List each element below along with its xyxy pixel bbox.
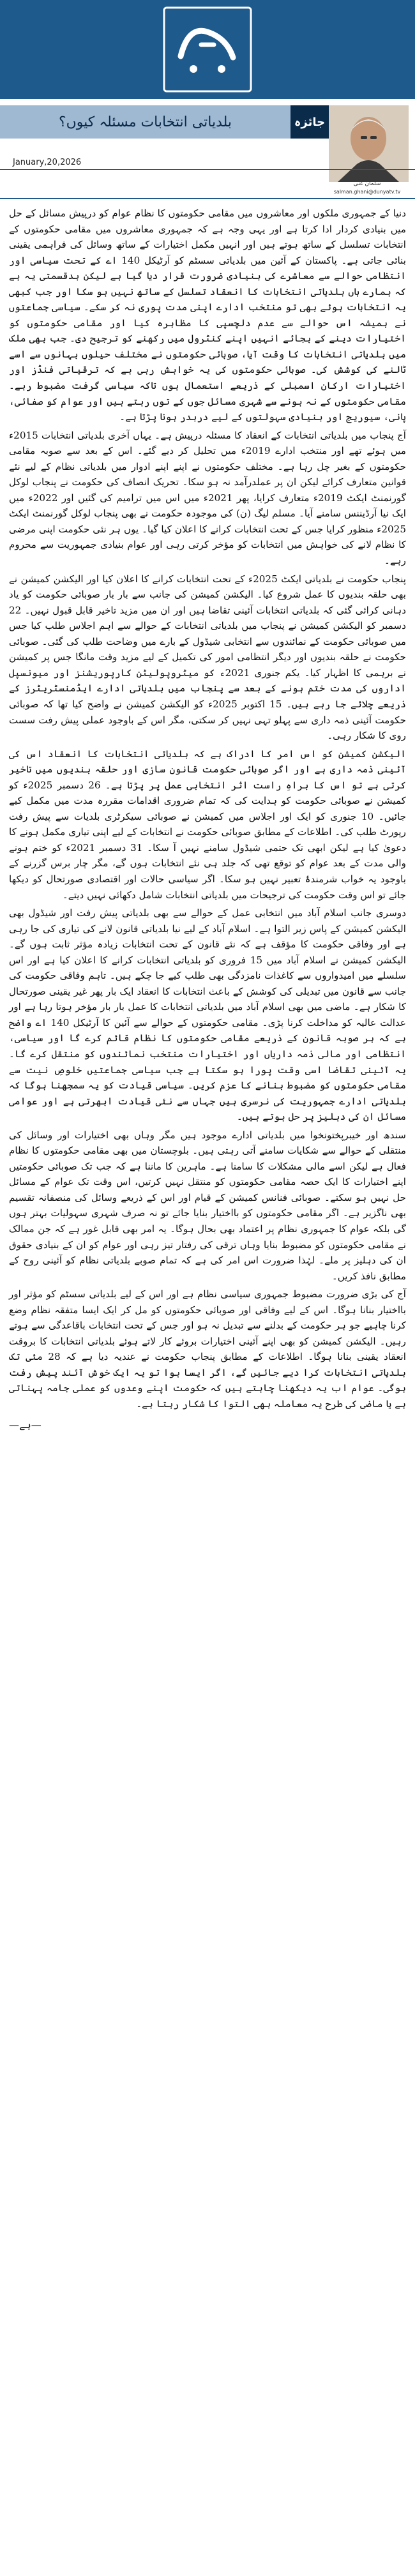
author-email[interactable]: salman.ghani@dunyatv.tv [333, 189, 401, 195]
paragraph: پنجاب حکومت نے بلدیاتی ایکٹ 2025ء کے تحت انتخابات کرانے کا اعلان کیا اور الیکشن کمیشن نے بھی حلقہ بندیوں کا عمل شروع کیا۔ الیکشن کمیشن کی جانب سے بار بار صوبائی حکومت کو یاد دہانی کرائی گئی کہ بلدیاتی انتخابات آئینی تقاضا ہیں اور ان میں مزید تاخیر قابل قبول نہیں۔ 22 دسمبر کو الیکشن کمیشن نے پنجاب میں بلدیاتی انتخابات کے حوالے سے اہم اجلاس طلب کیا جس میں صوبائی حکومت کے نمائندوں سے انتخابی شیڈول کے بارے میں وضاحت طلب کی گئی۔ صوبائی حکومت نے حلقہ بندیوں اور دیگر انتظامی امور کی تکمیل کے لیے مزید وقت مانگا جس پر کمیشن نے برہمی کا اظہار کیا۔ یکم جنوری 2021ء کو میٹروپولیٹن کارپوریشنز اور میونسپل اداروں کی مدت ختم ہونے کے بعد سے پنجاب میں بلدیاتی ادارے ایڈمنسٹریٹرز کے ذریعے چلائے جا رہے ہیں۔ 15 اکتوبر 2025ء کو الیکشن کمیشن نے واضح کیا تھا کہ صوبائی حکومت آئینی ذمہ داری سے پہلو تہی نہیں کر سکتی، مگر اس کے باوجود عملی پیش رفت سست روی کا شکار رہی۔ [9, 573, 407, 742]
masthead [0, 0, 415, 99]
author-signature: سلمان غنی [353, 181, 381, 187]
section-tag[interactable]: جائزہ [290, 105, 329, 139]
dunya-logo-icon [163, 6, 252, 93]
dunya-logo[interactable] [163, 6, 252, 93]
headline: بلدیاتی انتخابات مسئلہ کیوں؟ [58, 114, 232, 130]
article-header [0, 99, 415, 199]
end-mark: —ہے— [9, 1418, 42, 1431]
paragraph: الیکشن کمیشن کو اس امر کا ادراک ہے کہ بلدیاتی انتخابات کا انعقاد اس کی آئینی ذمہ داری ہے اور اگر صوبائی حکومت قانون سازی اور حلقہ بندیوں میں تاخیر کرتی ہے تو اس کا براہِ راست اثر انتخابی عمل پر پڑتا ہے۔ 26 دسمبر 2025ء کو کمیشن نے صوبائی حکومت کو ہدایت کی کہ تمام ضروری اقدامات مقررہ مدت میں مکمل کیے جائیں۔ 10 جنوری کو ایک اور اجلاس میں کمیشن نے صوبائی سیکرٹری بلدیات سے پیش رفت رپورٹ طلب کی۔ اطلاعات کے مطابق صوبائی حکومت نے انتخابات کے لیے اپنی تیاری مکمل ہونے کا دعویٰ کیا ہے لیکن ابھی تک حتمی شیڈول سامنے نہیں آ سکا۔ 31 دسمبر 2021ء کو ختم ہونے والی مدت کے بعد عوام کو توقع تھی کہ جلد ہی نئے انتخابات ہوں گے، مگر چار برس گزرنے کے باوجود یہ خواب شرمندۂ تعبیر نہیں ہو سکا۔ اگر سیاسی حالات اور اقتصادی صورتحال کو دیکھا جائے تو اس وقت حکومت کی ترجیحات میں بلدیاتی انتخابات شامل دکھائی نہیں دیتے۔ [9, 748, 407, 901]
paragraph: دوسری جانب اسلام آباد میں انتخابی عمل کے حوالے سے بھی بلدیاتی پیش رفت اور شیڈول بھی الیکشن کمیشن کے پاس زیر التوا ہے۔ اسلام آباد کے لیے نیا بلدیاتی قانون لانے کی تیاری کی جا رہی ہے اور وفاقی حکومت کا مؤقف ہے کہ نئے قانون کے تحت انتخابات زیادہ مؤثر ثابت ہوں گے۔ الیکشن کمیشن نے اسلام آباد میں 15 فروری کو بلدیاتی انتخابات کرانے کا اعلان کیا ہے اور اس سلسلے میں امیدواروں سے کاغذات نامزدگی بھی طلب کیے جا چکے ہیں۔ تاہم وفاقی حکومت کی جانب سے قانون میں تبدیلی کی کوشش کے باعث انتخابات کا انعقاد ایک بار پھر غیر یقینی صورتحال کا شکار ہے۔ ماضی میں بھی اسلام آباد میں بلدیاتی انتخابات کا عمل بار بار مؤخر ہوتا رہا ہے اور عدالت عالیہ کو مداخلت کرنا پڑی۔ مقامی حکومتوں کے حوالے سے آئین کا آرٹیکل 140 اے واضح ہے کہ ہر صوبہ قانون کے ذریعے مقامی حکومتوں کا نظام قائم کرے گا اور سیاسی، انتظامی اور مالی ذمہ داریاں اور اختیارات منتخب نمائندوں کو منتقل کرے گا۔ یہ آئینی تقاضا اسی وقت پورا ہو سکتا ہے جب سیاسی جماعتیں خلوصِ نیت سے مقامی حکومتوں کو مضبوط بنانے کا عزم کریں۔ سیاسی قیادت کو یہ سمجھنا ہوگا کہ بلدیاتی ادارے جمہوریت کی نرسری ہیں جہاں سے نئی قیادت ابھرتی ہے اور عوامی مسائل ان کی دہلیز پر حل ہوتے ہیں۔ [9, 907, 407, 1123]
publish-date: January,20,2026 [13, 158, 82, 167]
paragraph: آج کی بڑی ضرورت مضبوط جمہوری سیاسی نظام ہے اور اس کے لیے بلدیاتی سسٹم کو مؤثر اور بااختیار بنانا ہوگا۔ اس کے لیے وفاقی اور صوبائی حکومتوں کو مل کر ایک ایسا متفقہ نظام وضع کرنا چاہیے جو ہر حکومت کے بدلنے سے تبدیل نہ ہو اور جس کے تحت انتخابات باقاعدگی سے ہوتے رہیں۔ الیکشن کمیشن کو بھی اپنے آئینی اختیارات بروئے کار لاتے ہوئے بلدیاتی انتخابات کا بروقت انعقاد یقینی بنانا ہوگا۔ اطلاعات کے مطابق پنجاب حکومت نے عندیہ دیا ہے کہ 28 مئی تک بلدیاتی انتخابات کرا دیے جائیں گے، اگر ایسا ہوا تو یہ ایک خوش آئند پیش رفت ہوگی۔ عوام اب یہ دیکھنا چاہتے ہیں کہ حکومت اپنے وعدوں کو عملی جامہ پہناتی ہے یا ماضی کی طرح یہ معاملہ بھی التوا کا شکار رہتا ہے۔ [9, 1288, 407, 1410]
article-body [9, 206, 406, 1433]
author-portrait-icon [329, 105, 409, 182]
paragraph: سندھ اور خیبرپختونخوا میں بلدیاتی ادارے موجود ہیں مگر وہاں بھی اختیارات اور وسائل کی منتقلی کے حوالے سے شکایات سامنے آتی رہتی ہیں۔ بلوچستان میں بھی مقامی حکومتوں کا نظام فعال ہے لیکن اسے مالی مشکلات کا سامنا ہے۔ ماہرین کا ماننا ہے کہ جب تک صوبائی حکومتیں اپنے اختیارات کا ایک حصہ مقامی حکومتوں کو منتقل نہیں کرتیں، اس وقت تک عوام کے مسائل حل نہیں ہو سکتے۔ صوبائی فنانس کمیشن کے قیام اور اس کے ذریعے وسائل کی منصفانہ تقسیم بھی ناگزیر ہے۔ اگر مقامی حکومتوں کو بااختیار بنایا جائے تو نہ صرف شہری سہولیات بہتر ہوں گی بلکہ عوام کا جمہوری نظام پر اعتماد بھی بحال ہوگا۔ یہ امر بھی قابل غور ہے کہ جن ممالک نے مقامی حکومتوں کو مضبوط بنایا وہاں ترقی کی رفتار تیز رہی اور عوام کو ان کے بنیادی حقوق ان کی دہلیز پر ملے۔ لہٰذا ضرورت اس امر کی ہے کہ تمام صوبے بلدیاتی نظام کو آئینی روح کے مطابق نافذ کریں۔ [9, 1129, 406, 1282]
headline-bar [0, 105, 290, 139]
paragraph: دنیا کے جمہوری ملکوں اور معاشروں میں مقامی حکومتوں کا نظام عوام کو درپیش مسائل کے حل میں بنیادی کردار ادا کرتا ہے اور یہی وجہ ہے کہ جمہوری معاشروں میں مقامی حکومتوں کے انتخابات تسلسل کے ساتھ ہوتے ہیں اور انہیں مکمل اختیارات کے ساتھ وسائل کی فراہمی یقینی بنائی جاتی ہے۔ پاکستان کے آئین میں بلدیاتی سسٹم کو آرٹیکل 140 اے کے تحت سیاسی اور انتظامی حوالے سے معاشرے کی بنیادی ضرورت قرار دیا گیا ہے لیکن بدقسمتی یہ ہے کہ ہمارے ہاں بلدیاتی انتخابات کا انعقاد تسلسل کے ساتھ نہیں ہو سکا اور جب کبھی یہ انتخابات ہوئے بھی تو منتخب ادارے اپنی مدت پوری نہ کر سکے۔ سیاسی جماعتوں نے ہمیشہ اس حوالے سے عدم دلچسپی کا مظاہرہ کیا اور مقامی حکومتوں کو اختیارات دینے کے بجائے انہیں اپنے کنٹرول میں رکھنے کو ترجیح دی۔ جب بھی ملک میں بلدیاتی انتخابات کا وقت آیا، صوبائی حکومتوں نے مختلف حیلوں بہانوں سے اسے ٹالنے کی کوشش کی۔ صوبائی حکومتوں کی یہ خواہش رہی ہے کہ ترقیاتی فنڈز اور اختیارات ارکانِ اسمبلی کے ذریعے استعمال ہوں تاکہ سیاسی گرفت مضبوط رہے۔ مقامی حکومتوں کے نہ ہونے سے شہری مسائل جوں کے توں رہتے ہیں اور عوام کو صفائی، پانی، سیوریج اور بنیادی سہولتوں کے لیے دربدر ہونا پڑتا ہے۔ [9, 207, 406, 423]
author-photo [329, 105, 409, 182]
divider [0, 169, 415, 170]
paragraph: آج پنجاب میں بلدیاتی انتخابات کے انعقاد کا مسئلہ درپیش ہے۔ یہاں آخری بلدیاتی انتخابات 2015ء میں ہوئے تھے اور منتخب ادارے 2019ء میں تحلیل کر دیے گئے۔ اس کے بعد سے صوبہ مقامی حکومتوں کے بغیر چل رہا ہے۔ مختلف حکومتوں نے اپنے اپنے ادوار میں بلدیاتی نظام کے لیے نئے قوانین متعارف کرائے لیکن ان پر عملدرآمد نہ ہو سکا۔ تحریک انصاف کی حکومت نے پنجاب لوکل گورنمنٹ ایکٹ 2019ء متعارف کرایا، پھر 2021ء میں اس میں ترامیم کی گئیں اور 2022ء میں ایک نیا آرڈیننس سامنے آیا۔ مسلم لیگ (ن) کی موجودہ حکومت نے بھی پنجاب لوکل گورنمنٹ ایکٹ 2025ء منظور کرایا جس کے تحت انتخابات کرانے کا اعلان کیا گیا۔ یوں ہر نئی حکومت اپنی مرضی کا نظام لانے کی خواہش میں انتخابات کو مؤخر کرتی رہی اور عوام بنیادی جمہوریت سے محروم رہے۔ [9, 429, 406, 567]
